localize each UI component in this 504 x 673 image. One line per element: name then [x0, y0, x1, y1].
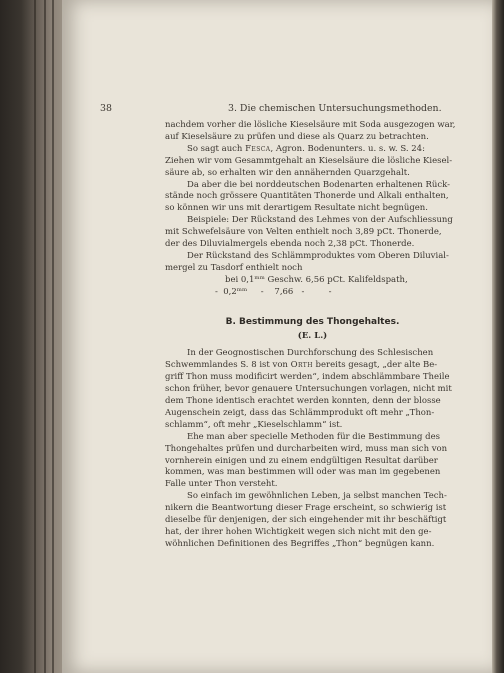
book-page-edges — [0, 0, 70, 673]
section-gap — [165, 299, 460, 313]
text-line: schon früher, bevor genauere Untersuchungen vorlagen, nicht mit — [165, 384, 452, 395]
text-line: hat, der ihrer hohen Wichtigkeit wegen sich nicht mit den ge- — [165, 527, 432, 537]
page-gutter-shadow — [492, 0, 504, 673]
section-heading: B. Bestimmung des Thongehaltes. — [225, 316, 400, 327]
text-line: So einfach im gewöhnlichen Leben, ja selbst manchen Tech- — [187, 491, 447, 502]
page-edge-line — [34, 0, 36, 673]
page-edge-line — [44, 0, 46, 673]
text-line: Ehe man aber specielle Methoden für die Bestimmung des — [187, 431, 441, 442]
text-line: stände noch grössere Quantitäten Thonerde und Alkali enthalten, — [165, 191, 449, 202]
author-name: Fesca — [245, 143, 271, 154]
text-line: nikern die Beantwortung dieser Frage erscheint, so schwierig ist — [165, 503, 447, 514]
text-line: Der Rückstand des Schlämmproduktes vom Oberen Diluvial- — [187, 250, 449, 261]
text-line — [165, 360, 460, 372]
text-line: der des Diluvialmergels ebenda noch 2,38 pCt. Thonerde. — [165, 239, 415, 250]
data-row: bei 0,1ᵐᵐ Geschw. 6,56 pCt. Kalifeldspath, — [225, 274, 408, 285]
text-line — [165, 144, 460, 156]
text-line: Da aber die bei norddeutschen Bodenarten erhaltenen Rück- — [187, 179, 450, 190]
text-span: So sagt auch — [187, 143, 246, 154]
text-line: Thongehaltes prüfen und durcharbeiten wird, muss man sich von — [165, 443, 448, 454]
text-span: , Agron. Bodenunters. u. s. w. S. 24: — [270, 143, 425, 154]
section-subheading: (E. L.) — [297, 330, 328, 341]
text-line: säure ab, so erhalten wir den annähernden Quarzgehalt. — [165, 167, 410, 178]
text-line: In der Geognostischen Durchforschung des Schlesischen — [187, 348, 434, 359]
page-number: 38 — [100, 103, 112, 114]
text-line: dieselbe für denjenigen, der sich eingehender mit ihr beschäftigt — [165, 515, 447, 526]
running-title: 3. Die chemischen Untersuchungsmethoden. — [228, 103, 442, 114]
text-line: Augenschein zeigt, dass das Schlämmprodukt oft mehr „Thon- — [165, 407, 435, 418]
text-span: Schwemmlandes S. 8 ist von — [165, 360, 291, 371]
text-line: kommen, was man bestimmen will oder was man im gegebenen — [165, 467, 441, 478]
text-line: mergel zu Tasdorf enthielt noch — [165, 262, 303, 273]
text-line: Ziehen wir vom Gesammtgehalt an Kieselsäure die lösliche Kiesel- — [165, 155, 453, 166]
text-line: mit Schwefelsäure von Velten enthielt noch 3,89 pCt. Thonerde, — [165, 227, 442, 238]
page-body — [165, 120, 460, 551]
text-line: auf Kieselsäure zu prüfen und diese als Quarz zu betrachten. — [165, 131, 429, 142]
text-line: schlamm“, oft mehr „Kieselschlamm“ ist. — [165, 419, 343, 430]
text-line: vornherein einigen und zu einem endgültigen Resultat darüber — [165, 455, 438, 466]
text-line: Beispiele: Der Rückstand des Lehmes von der Aufschliessung — [187, 215, 453, 226]
author-name: Orth — [290, 360, 313, 371]
text-line: nachdem vorher die lösliche Kieselsäure mit Soda ausgezogen war, — [165, 120, 456, 130]
data-row: - 0,2ᵐᵐ - 7,66 - - — [215, 286, 332, 297]
text-line: wöhnlichen Definitionen des Begriffes „Thon“ begnügen kann. — [165, 538, 435, 549]
page-edge-line — [52, 0, 54, 673]
text-line: griff Thon muss modificirt werden“, indem abschlämmbare Theile — [165, 372, 450, 383]
text-span: bereits gesagt, „der alte Be- — [312, 360, 438, 371]
text-line: dem Thone identisch erachtet werden konnten, denn der blosse — [165, 396, 441, 407]
text-line: Falle unter Thon versteht. — [165, 479, 278, 490]
text-line: so können wir uns mit derartigem Resultate nicht begnügen. — [165, 203, 428, 214]
